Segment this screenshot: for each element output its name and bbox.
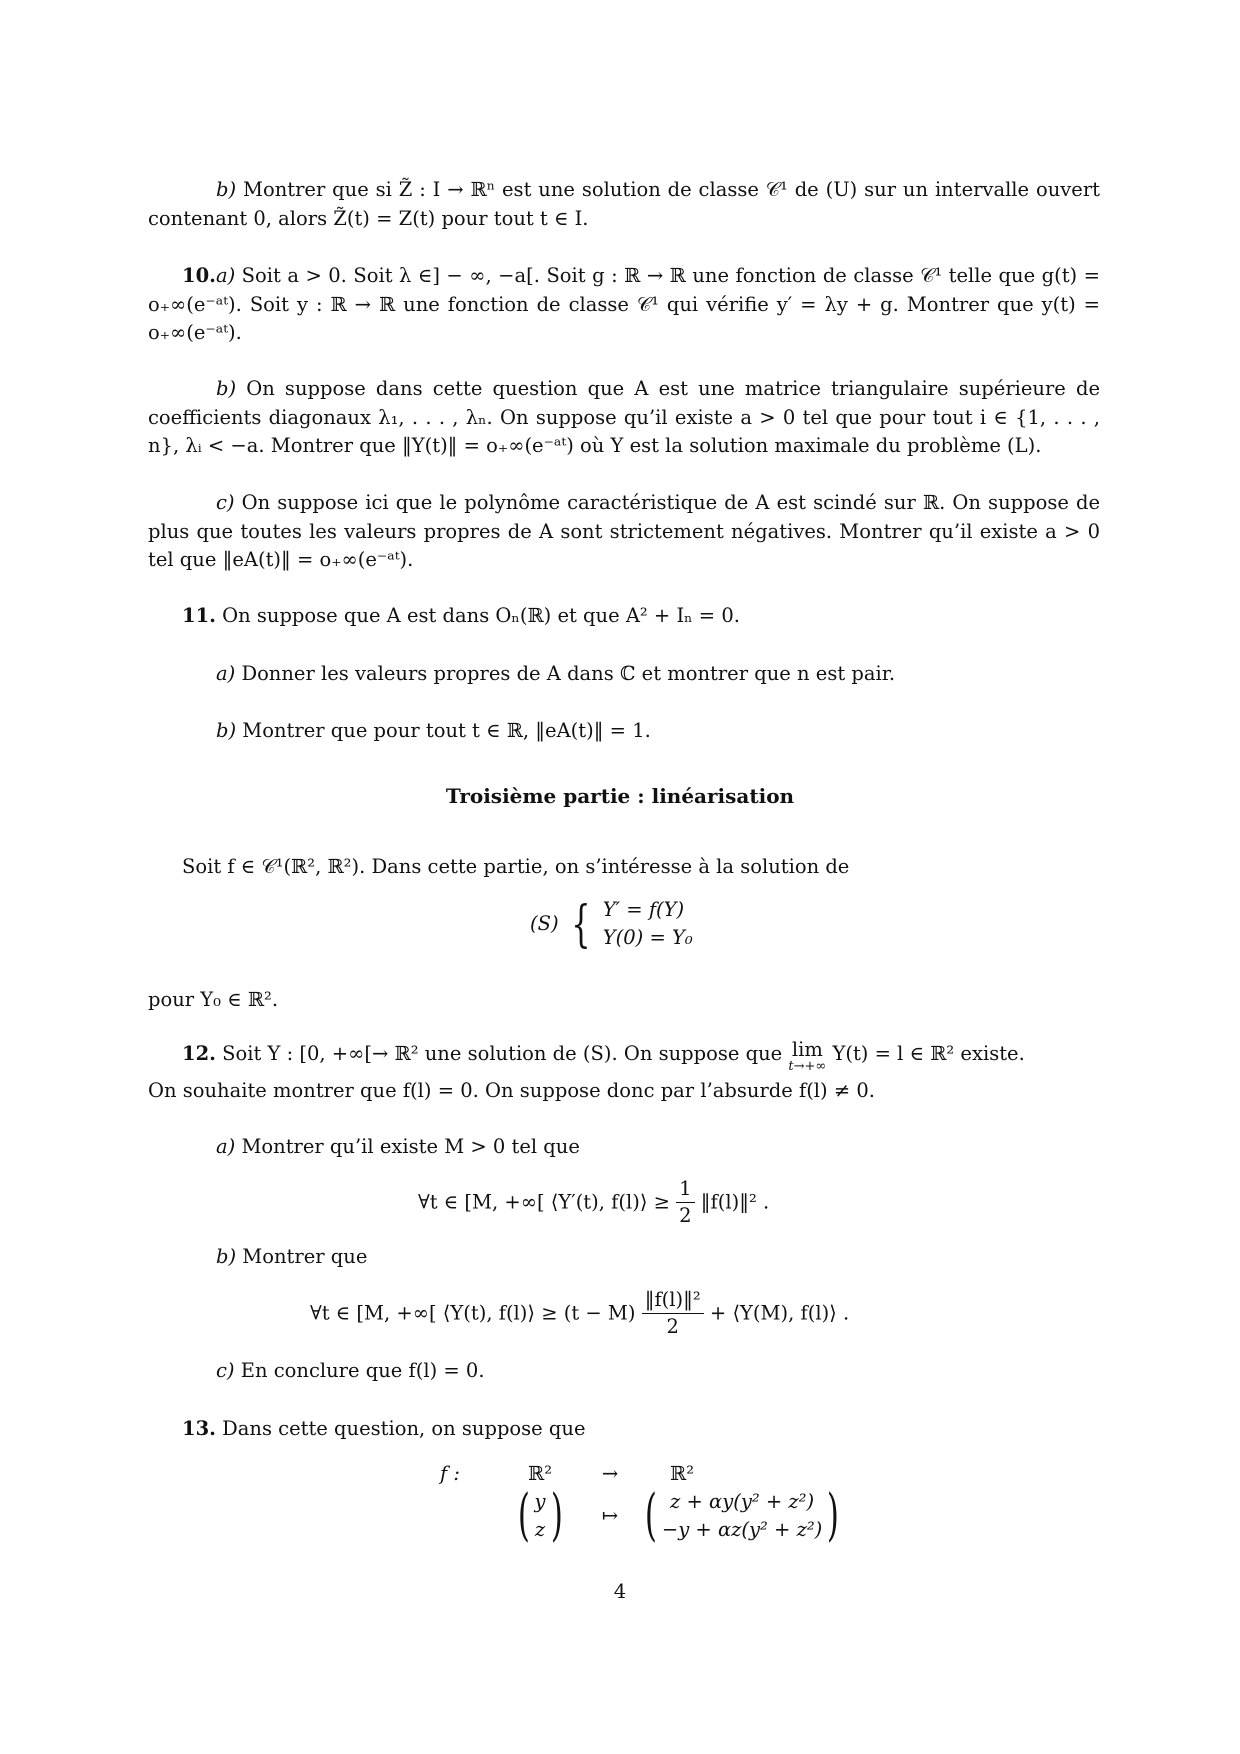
question-label: b) xyxy=(216,377,237,400)
question-12-line1 xyxy=(182,1040,1025,1074)
fraction-numerator: 1 xyxy=(676,1176,694,1203)
question-number: 10. xyxy=(182,264,216,287)
question-12-line2: On souhaite montrer que f(l) = 0. On suppose donc par l’absurde f(l) ≠ 0. xyxy=(148,1079,875,1102)
question-number: 12. xyxy=(182,1042,216,1065)
mapsto-symbol: ↦ xyxy=(601,1504,619,1527)
question-9b xyxy=(148,176,1100,233)
right-paren: ) xyxy=(827,1483,840,1548)
question-10a xyxy=(148,262,1100,348)
question-11a xyxy=(216,660,895,689)
part-intro-after: pour Y₀ ∈ ℝ². xyxy=(148,988,279,1011)
question-text: Montrer que si Z̃ : I → ℝⁿ est une solution de classe 𝒞¹ de (U) sur un intervalle ouvert contenant 0, alors Z̃(t) = Z(t) pour tout t ∈ I. xyxy=(148,178,1100,230)
question-text: On suppose que A est dans Oₙ(ℝ) et que A² + Iₙ = 0. xyxy=(222,604,740,627)
vector-entry: z xyxy=(534,1518,546,1541)
question-label: b) xyxy=(216,178,237,201)
question-12b xyxy=(216,1243,367,1272)
formula-part: ‖f(l)‖² . xyxy=(700,1190,770,1214)
fraction xyxy=(676,1176,694,1229)
brace-symbol: { xyxy=(571,895,591,953)
map-grid xyxy=(440,1460,870,1548)
vector-entry: y xyxy=(534,1490,546,1513)
question-text: Montrer qu’il existe M > 0 tel que xyxy=(241,1135,580,1158)
question-text: Y(t) = l ∈ ℝ² existe. xyxy=(832,1042,1025,1065)
fraction xyxy=(642,1287,704,1340)
limit-word: lim xyxy=(791,1038,823,1061)
question-label: a) xyxy=(216,662,236,685)
system-label: (S) xyxy=(530,912,559,935)
inequality-a xyxy=(418,1176,769,1229)
output-vector xyxy=(640,1483,870,1548)
arrow-symbol: → xyxy=(601,1462,619,1485)
question-label: b) xyxy=(216,719,237,742)
question-10c xyxy=(148,489,1100,575)
question-12a xyxy=(216,1133,580,1162)
section-title: Troisième partie : linéarisation xyxy=(445,784,795,808)
question-12c xyxy=(216,1357,485,1386)
fraction-denominator: 2 xyxy=(666,1315,679,1338)
question-11b xyxy=(216,717,651,746)
map-name: f : xyxy=(440,1462,460,1485)
question-number: 13. xyxy=(182,1417,216,1440)
input-vector xyxy=(500,1483,580,1548)
formula-part: + ⟨Y(M), f(l)⟩ . xyxy=(709,1301,850,1325)
question-label: b) xyxy=(216,1245,237,1268)
question-text: Montrer que pour tout t ∈ ℝ, ‖eA(t)‖ = 1. xyxy=(242,719,651,742)
question-label: a) xyxy=(215,264,236,287)
part-intro: Soit f ∈ 𝒞¹(ℝ², ℝ²). Dans cette partie, on s’intéresse à la solution de xyxy=(182,855,850,878)
question-10b xyxy=(148,375,1100,461)
question-text: Montrer que xyxy=(242,1245,368,1268)
map-domain: ℝ² xyxy=(527,1462,553,1485)
formula-part: ∀t ∈ [M, +∞[ ⟨Y(t), f(l)⟩ ≥ (t − M) xyxy=(310,1301,636,1325)
question-text: Donner les valeurs propres de A dans ℂ et montrer que n est pair. xyxy=(241,662,896,685)
question-label: c) xyxy=(216,491,235,514)
question-label: c) xyxy=(216,1359,235,1382)
question-label: a) xyxy=(216,1135,236,1158)
limit-operator xyxy=(788,1040,826,1074)
question-text: Soit Y : [0, +∞[→ ℝ² une solution de (S). On suppose que xyxy=(222,1042,783,1065)
system-equation xyxy=(530,896,693,952)
map-definition xyxy=(440,1460,870,1548)
equation-line: Y(0) = Y₀ xyxy=(602,926,693,949)
question-text: On suppose ici que le polynôme caractéristique de A est scindé sur ℝ. On suppose de plus que toutes les valeurs propres de A sont strictement négatives. Montrer qu’il existe a > 0 tel que ‖eA(t)‖ = o₊∞(e⁻ᵃᵗ). xyxy=(148,491,1100,571)
fraction-numerator: ‖f(l)‖² xyxy=(642,1287,704,1314)
limit-subscript: t→+∞ xyxy=(788,1059,827,1074)
question-text: Soit a > 0. Soit λ ∈] − ∞, −a[. Soit g : ℝ → ℝ une fonction de classe 𝒞¹ telle que g(t) = o₊∞(e⁻ᵃᵗ). Soit y : ℝ → ℝ une fonction de classe 𝒞¹ qui vérifie y′ = λy + g. Montrer que y(t) = o₊∞(e⁻ᵃᵗ). xyxy=(148,264,1100,344)
vector-entry: −y + αz(y² + z²) xyxy=(661,1518,823,1541)
page-number: 4 xyxy=(613,1580,627,1603)
left-paren: ( xyxy=(644,1483,657,1548)
question-text: En conclure que f(l) = 0. xyxy=(240,1359,485,1382)
question-11 xyxy=(148,602,1100,631)
map-codomain: ℝ² xyxy=(670,1462,695,1485)
right-paren: ) xyxy=(550,1483,563,1548)
fraction-denominator: 2 xyxy=(679,1204,692,1227)
left-paren: ( xyxy=(517,1483,530,1548)
inequality-b xyxy=(310,1287,849,1340)
question-text: Dans cette question, on suppose que xyxy=(222,1417,586,1440)
question-13 xyxy=(182,1415,586,1443)
formula-part: ∀t ∈ [M, +∞[ ⟨Y′(t), f(l)⟩ ≥ xyxy=(418,1190,670,1214)
vector-entry: z + αy(y² + z²) xyxy=(670,1490,815,1513)
question-text: On suppose dans cette question que A est une matrice triangulaire supérieure de coefficients diagonaux λ₁, . . . , λₙ. On suppose qu’il existe a > 0 tel que pour tout i ∈ {1, . . . , n}, λᵢ < −a. Montrer que ‖Y(t)‖ = o₊∞(e⁻ᵃᵗ) où Y est la solution maximale du problème (L). xyxy=(148,377,1100,457)
equation-line: Y′ = f(Y) xyxy=(602,898,685,921)
question-number: 11. xyxy=(182,604,216,627)
system-lines xyxy=(603,896,693,952)
